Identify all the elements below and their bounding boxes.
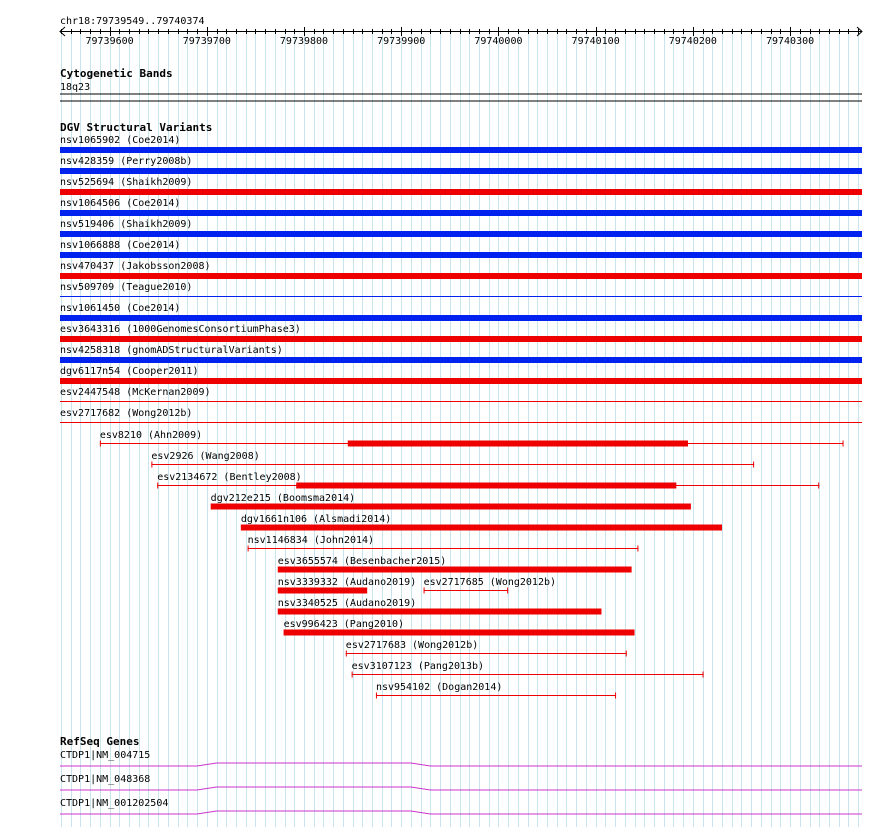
refseq-gene-label[interactable]: CTDP1|NM_004715	[60, 750, 151, 761]
dgv-variant-label[interactable]: esv2447548 (McKernan2009)	[60, 387, 211, 398]
dgv-feature-bar[interactable]	[348, 441, 688, 447]
dgv-feature-label[interactable]: esv2926 (Wang2008)	[151, 451, 260, 462]
ruler-tick-label: 79740300	[765, 36, 815, 47]
dgv-feature-label[interactable]: nsv1146834 (John2014)	[247, 535, 375, 546]
ruler-tick-label: 79740100	[571, 36, 620, 47]
dgv-variant-label[interactable]: nsv1066888 (Coe2014)	[60, 240, 181, 251]
dgv-feature-label[interactable]: esv2717683 (Wong2012b)	[345, 640, 479, 651]
dgv-variant-label[interactable]: nsv509709 (Teague2010)	[60, 282, 193, 293]
dgv-variant-bar[interactable]	[60, 252, 862, 258]
cytoband-track-title: Cytogenetic Bands	[60, 67, 173, 80]
dgv-feature-label[interactable]: nsv954102 (Dogan2014)	[375, 682, 503, 693]
dgv-variant-bar[interactable]	[60, 357, 862, 363]
dgv-variant-label[interactable]: nsv525694 (Shaikh2009)	[60, 177, 193, 188]
dgv-feature-label[interactable]: esv996423 (Pang2010)	[283, 619, 405, 630]
ruler-tick-label: 79739900	[377, 36, 426, 47]
dgv-feature-label[interactable]: esv3655574 (Besenbacher2015)	[277, 556, 447, 567]
dgv-feature-bar[interactable]	[278, 588, 367, 594]
dgv-variant-label[interactable]: esv3643316 (1000GenomesConsortiumPhase3)	[60, 324, 301, 335]
refseq-track-title: RefSeq Genes	[60, 735, 140, 748]
ruler-tick-label: 79739800	[279, 36, 329, 47]
dgv-feature-label[interactable]: nsv3340525 (Audano2019)	[277, 598, 417, 609]
dgv-variant-label[interactable]: nsv470437 (Jakobsson2008)	[60, 261, 211, 272]
dgv-feature-bar[interactable]	[211, 504, 691, 510]
dgv-feature-bar[interactable]	[296, 483, 676, 489]
dgv-variant-bar[interactable]	[60, 378, 862, 384]
dgv-feature-bar[interactable]	[241, 525, 722, 531]
ruler-tick-label: 79739700	[182, 36, 231, 47]
ruler-tick-label: 79740000	[474, 36, 523, 47]
dgv-variant-label[interactable]: dgv6117n54 (Cooper2011)	[60, 366, 199, 377]
dgv-feature-bar[interactable]	[284, 630, 635, 636]
dgv-feature-label[interactable]: esv3107123 (Pang2013b)	[351, 661, 485, 672]
dgv-feature-label[interactable]: dgv1661n106 (Alsmadi2014)	[240, 514, 392, 525]
dgv-variant-bar[interactable]	[60, 189, 862, 195]
refseq-gene-label[interactable]: CTDP1|NM_001202504	[60, 798, 169, 809]
dgv-variant-bar[interactable]	[60, 210, 862, 216]
dgv-variant-label[interactable]: nsv519406 (Shaikh2009)	[60, 219, 193, 230]
dgv-feature-label[interactable]: esv8210 (Ahn2009)	[99, 430, 203, 441]
dgv-variant-bar[interactable]	[60, 336, 862, 342]
dgv-variant-label[interactable]: esv2717682 (Wong2012b)	[60, 408, 193, 419]
ruler-tick-label: 79740200	[668, 36, 717, 47]
dgv-feature-label[interactable]: esv2717685 (Wong2012b)	[423, 577, 557, 588]
dgv-variant-bar[interactable]	[60, 168, 862, 174]
refseq-gene-label[interactable]: CTDP1|NM_048368	[60, 774, 151, 785]
dgv-variant-label[interactable]: nsv1064506 (Coe2014)	[60, 198, 181, 209]
dgv-variant-label[interactable]: nsv1061450 (Coe2014)	[60, 303, 181, 314]
dgv-variant-label[interactable]: nsv428359 (Perry2008b)	[60, 156, 193, 167]
region-label: chr18:79739549..79740374	[60, 16, 205, 27]
ruler-tick-label: 79739600	[85, 36, 134, 47]
dgv-feature-label[interactable]: nsv3339332 (Audano2019)	[277, 577, 417, 588]
dgv-variant-bar[interactable]	[60, 315, 862, 321]
dgv-variant-label[interactable]: nsv1065902 (Coe2014)	[60, 135, 181, 146]
dgv-variant-label[interactable]: nsv4258318 (gnomADStructuralVariants)	[60, 345, 283, 356]
dgv-feature-bar[interactable]	[278, 567, 632, 573]
cytoband-label: 18q23	[60, 82, 91, 93]
dgv-feature-bar[interactable]	[278, 609, 602, 615]
dgv-track-title: DGV Structural Variants	[60, 121, 213, 134]
dgv-feature-label[interactable]: dgv212e215 (Boomsma2014)	[210, 493, 356, 504]
dgv-feature-label[interactable]: esv2134672 (Bentley2008)	[157, 472, 302, 483]
dgv-variant-bar[interactable]	[60, 231, 862, 237]
dgv-variant-bar[interactable]	[60, 147, 862, 153]
dgv-variant-bar[interactable]	[60, 273, 862, 279]
